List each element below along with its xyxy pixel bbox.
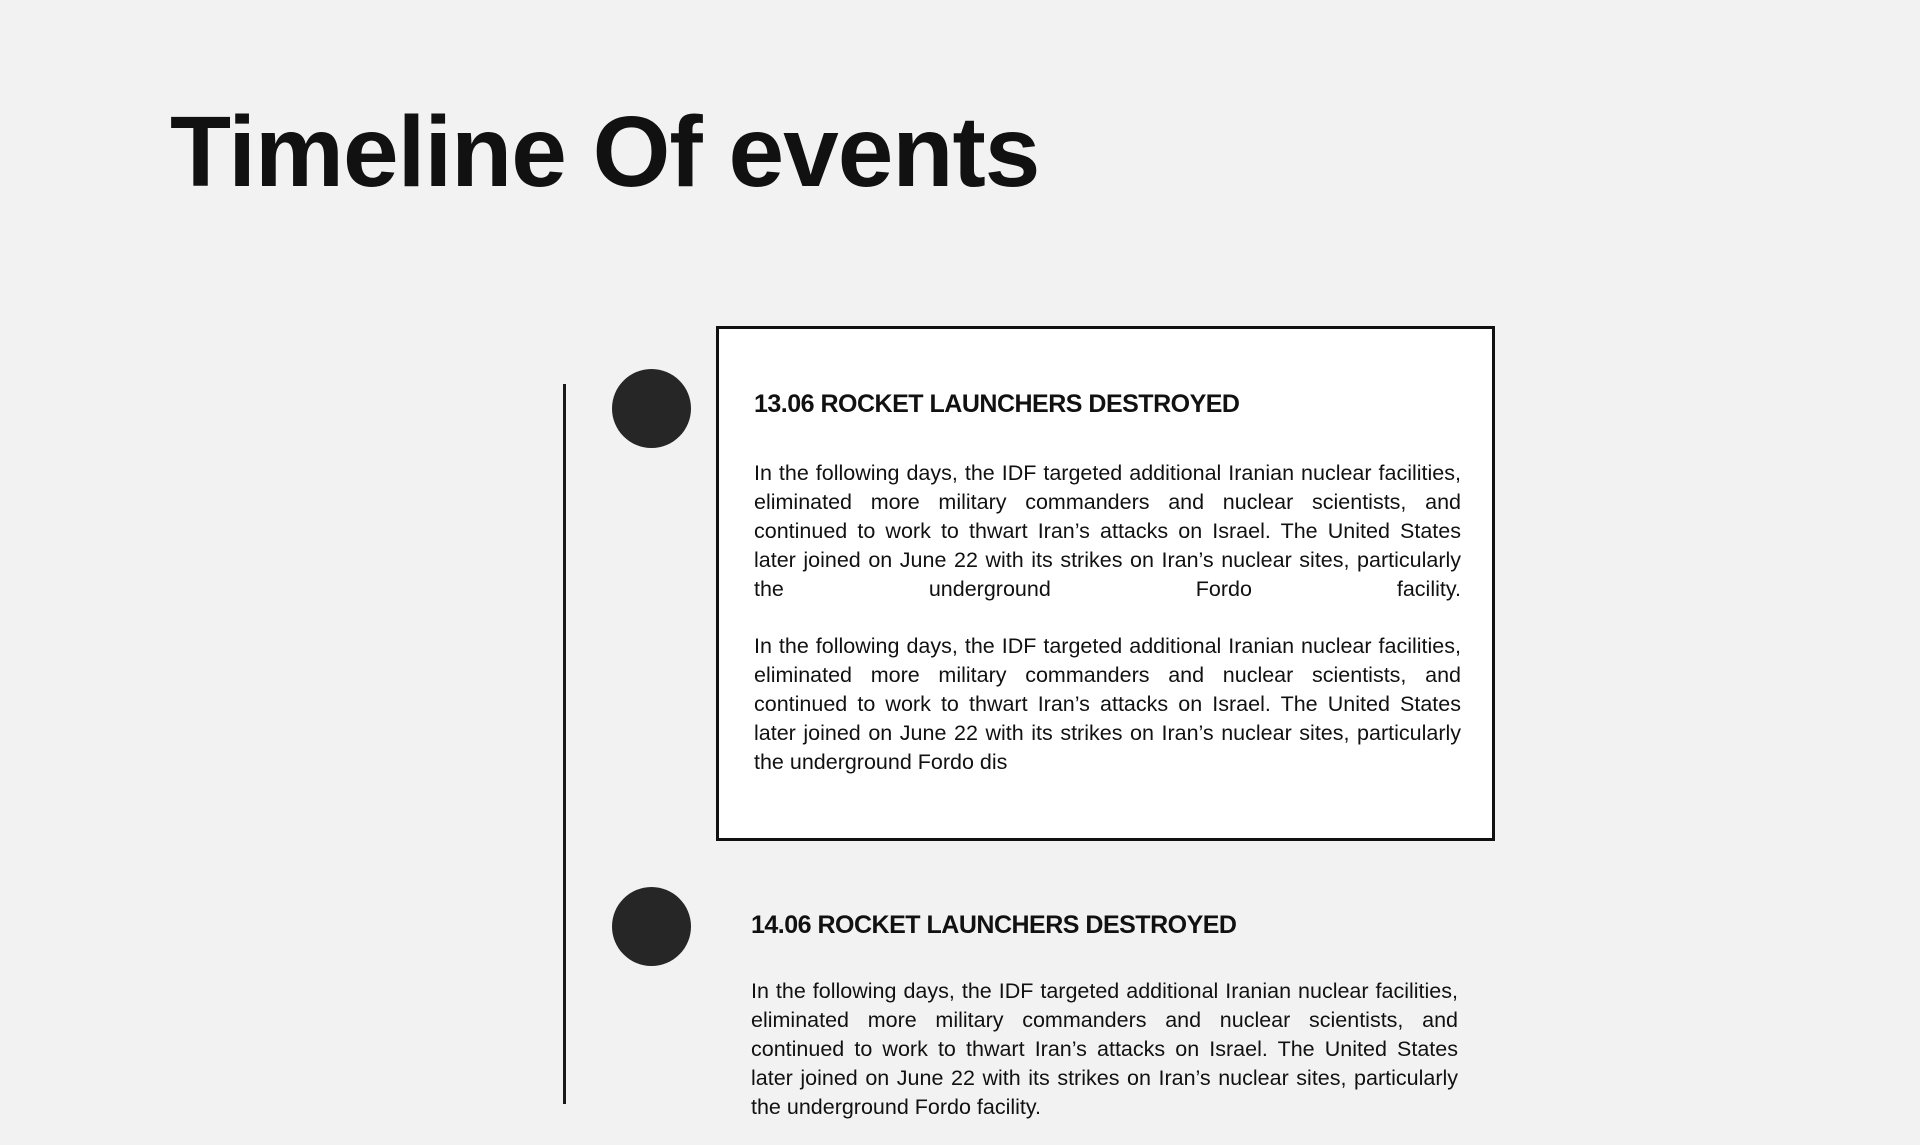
timeline-marker-1 — [612, 369, 691, 448]
timeline-marker-2 — [612, 887, 691, 966]
event-paragraph-1b: In the following days, the IDF targeted additional Iranian nuclear facilities, eliminated more military commanders and nuclear scientists, and continued to work to thwart Iran’s attacks on Israel. The United States later joined on June 22 with its strikes on Iran’s nuclear sites, particularly the underground Fordo dis — [754, 634, 1461, 774]
event-heading-2: 14.06 ROCKET LAUNCHERS DESTROYED — [751, 911, 1237, 939]
event-heading-1: 13.06 ROCKET LAUNCHERS DESTROYED — [754, 390, 1240, 418]
timeline-line — [563, 384, 566, 1104]
event-paragraph-2a: In the following days, the IDF targeted additional Iranian nuclear facilities, eliminated more military commanders and nuclear scientists, and continued to work to thwart Iran’s attacks on Israel. The United States later joined on June 22 with its strikes on Iran’s nuclear sites, particularly the underground Fordo facility. — [751, 979, 1458, 1119]
event-item-2 — [716, 845, 1495, 1145]
event-card-1 — [716, 326, 1495, 841]
event-paragraph-1a: In the following days, the IDF targeted additional Iranian nuclear facilities, eliminated more military commanders and nuclear scientists, and continued to work to thwart Iran’s attacks on Israel. The United States later joined on June 22 with its strikes on Iran’s nuclear sites, particularly the underground Fordo facility. — [754, 461, 1461, 601]
page-title: Timeline Of events — [170, 96, 1040, 208]
